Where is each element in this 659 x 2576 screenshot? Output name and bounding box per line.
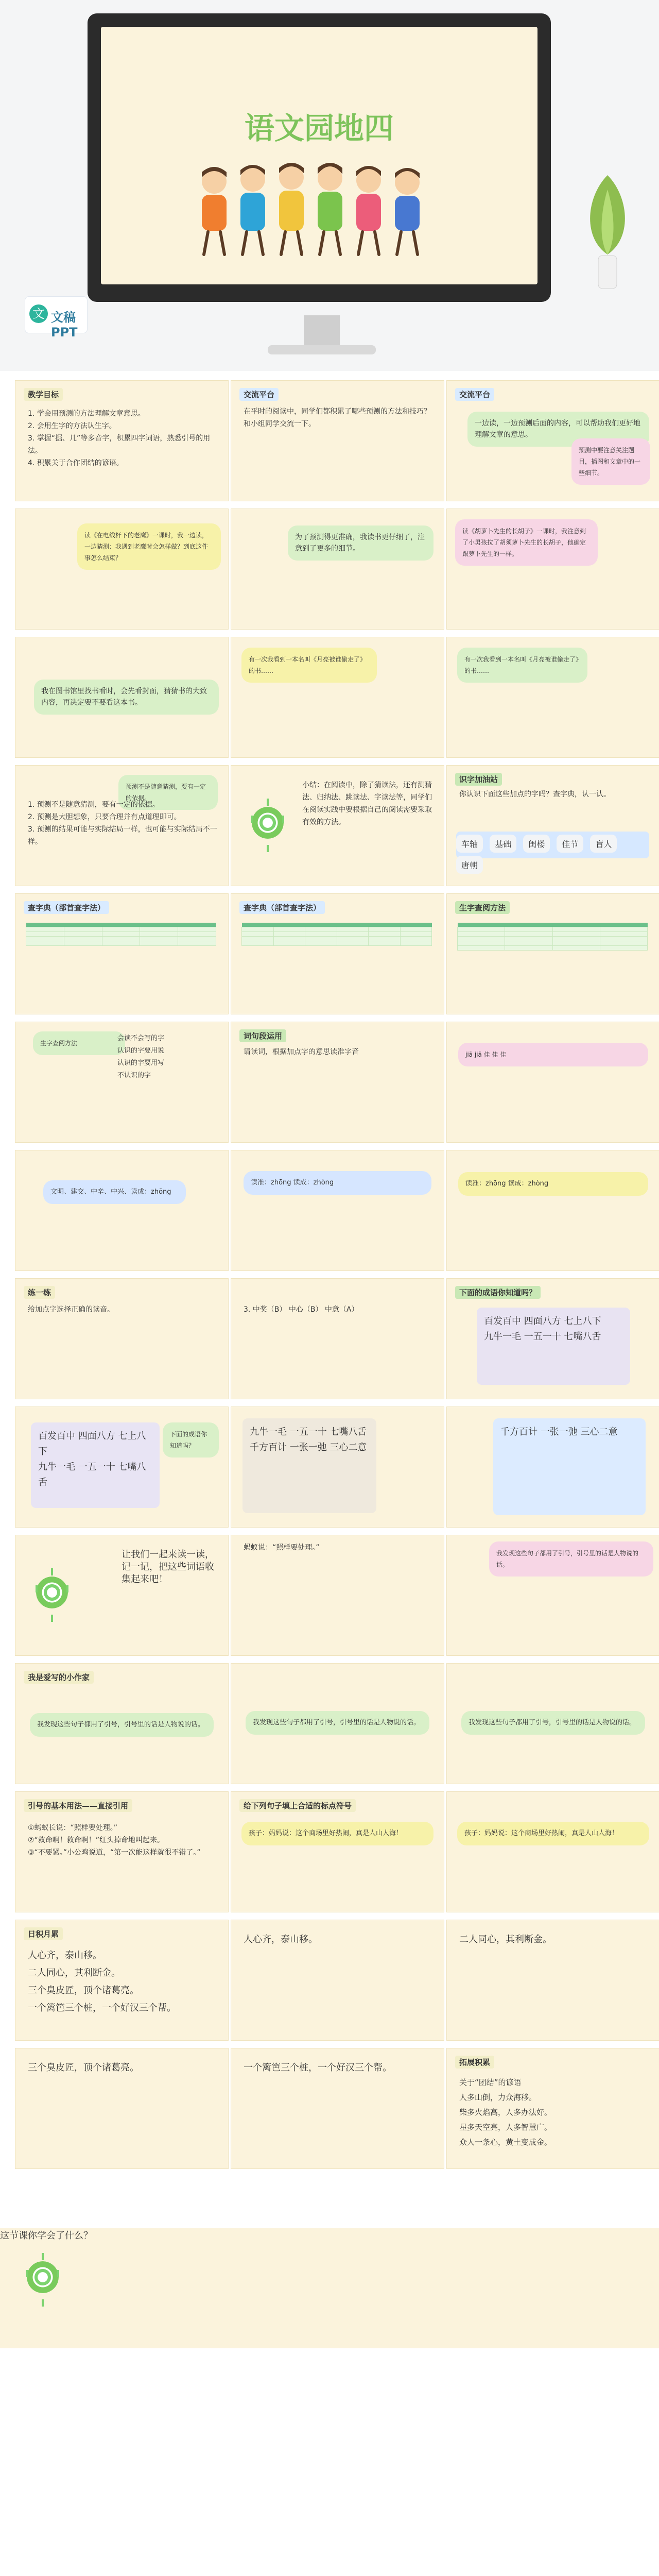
slide-list [28, 799, 218, 848]
slide-text: 蚂蚁说：“照样要处理。” [244, 1544, 320, 1552]
slide-text: 让我们一起来读一读，记一记，把这些词语收集起来吧！ [122, 1549, 214, 1585]
slide-proverb-1 [231, 1920, 444, 2041]
slide-proverb-4 [231, 2048, 444, 2169]
list-item: 4. 积累关于合作团结的谚语。 [28, 459, 124, 467]
slide-dictionary-1 [15, 893, 229, 1014]
lightbulb-icon [252, 807, 284, 839]
slide-heading: 下面的成语你知道吗？ [455, 1286, 541, 1299]
slide-quote-3 [446, 1663, 659, 1784]
slide-quote-2 [231, 1663, 444, 1784]
slide-text: 三个臭皮匠，顶个诸葛亮。 [28, 2062, 139, 2073]
note-bubble: 预测中要注意关注题目，插图和文章中的一些细节。 [571, 438, 650, 485]
list-item: 柴多火焰高，人多办法好。 [459, 2108, 552, 2117]
slide-text: 3. 中奖（B） 中心（B） 中意（A） [244, 1306, 359, 1314]
word-chip: 佳节 [557, 835, 583, 853]
dictionary-table [26, 923, 216, 946]
slide-proverb-2 [446, 1920, 659, 2041]
speech-bubble: 读《胡萝卜先生的长胡子》一课时，我注意到了小男孩拉了胡须萝卜先生的长胡子，他确定跟萝卜先生的一样。 [455, 519, 598, 566]
slide-communication-1 [231, 380, 444, 501]
slide-idioms [446, 1278, 659, 1399]
lightbulb-icon [36, 1577, 68, 1608]
slide-list [28, 1822, 218, 1859]
monitor-base [268, 345, 376, 354]
slide-heading: 词句段运用 [239, 1029, 286, 1042]
monitor-frame [88, 13, 551, 302]
list-item: 1. 学会用预测的方法理解文章意思。 [28, 410, 145, 418]
idiom-line: 九牛一毛 一五一十 七嘴八舌 [484, 1331, 601, 1342]
slide-prediction-image [446, 637, 659, 758]
list-item: 二人同心，其利断金。 [28, 1968, 120, 1978]
slide-practice-2 [231, 1278, 444, 1399]
speech-bubble: 我在图书馆里找书看时，会先看封面，猜猜书的大致内容，再决定要不要看这本书。 [34, 680, 219, 715]
slide-heading: 查字典（部首查字法） [239, 901, 325, 914]
list-item: 不认识的字 [117, 1072, 151, 1079]
slide-list [117, 1032, 218, 1082]
logo-text: 文稿PPT [51, 310, 78, 340]
word-chip: 基础 [490, 835, 516, 853]
slide-collection [15, 1535, 229, 1656]
slide-character-reading-2 [231, 1150, 444, 1271]
list-item: 2. 会用生字的方法认生字。 [28, 422, 116, 430]
slide-quote-1 [15, 1663, 229, 1784]
idiom-box [31, 1422, 160, 1508]
footer-slide [0, 2228, 659, 2348]
exercise-box: 孩子：妈妈说：这个商场里好热闹，真是人山人海！ [241, 1822, 433, 1845]
slide-heading: 交流平台 [455, 388, 494, 401]
idiom-box [477, 1308, 630, 1385]
slide-list [28, 1947, 218, 2017]
idiom-line: 九牛一毛 一五一十 七嘴八舌 [250, 1427, 367, 1437]
list-item: 3. 预测的结果可能与实际结局一样，也可能与实际结局不一样。 [28, 825, 217, 846]
slide-text: 给加点字选择正确的读音。 [28, 1306, 114, 1314]
speech-bubble: 我发现这些句子都用了引号，引号里的话是人物说的话。 [461, 1711, 645, 1735]
list-title: 关于“团结”的谚语 [459, 2078, 522, 2087]
word-ribbon [456, 832, 649, 870]
slide-text: 一个篱笆三个桩，一个好汉三个帮。 [244, 2062, 392, 2073]
monitor-stand [304, 315, 340, 345]
idiom-line: 千方百计 一张一弛 三心二意 [250, 1442, 367, 1453]
slide-heading: 练一练 [24, 1286, 55, 1299]
list-item: 3. 掌握“掘、几”等多音字，积累四字词语，熟悉引号的用法。 [28, 434, 211, 455]
slide-library-search [15, 637, 229, 758]
slide-reading-method [15, 1022, 229, 1143]
slide-subtitle: 你认识下面这些加点的字吗？查字典，认一认。 [459, 790, 611, 799]
slide-heading: 教学目标 [24, 388, 63, 401]
slide-heading: 查字典（部首查字法） [24, 901, 109, 914]
slide-quote-discovery [446, 1535, 659, 1656]
list-item: 认识的字要用说 [117, 1047, 165, 1055]
list-item: ②“救命啊！救命啊！”红头掉命地叫起来。 [28, 1836, 165, 1844]
note-bubble: 下面的成语你知道吗？ [163, 1422, 219, 1458]
slide-text: 在平时的阅读中，同学们都积累了哪些预测的方法和技巧？和小组同学交流一下。 [244, 408, 431, 428]
slide-prediction-2 [231, 509, 444, 630]
slide-prediction-3 [446, 509, 659, 630]
word-chip: 唐朝 [456, 856, 483, 874]
slide-text: 小结：在阅读中，除了猜读法，还有测猜法、归纳法、跳读法、字读法等，同学们在阅读实践中要根据自己的阅读需要采取有效的方法。 [302, 781, 432, 826]
slide-team-proverbs [446, 2048, 659, 2169]
dictionary-table [241, 923, 432, 946]
list-item: 会读不会写的字 [117, 1035, 165, 1042]
slide-punctuation [231, 1791, 444, 1912]
idiom-line: 千方百计 一张一弛 三心二意 [500, 1427, 618, 1437]
slide-heading: 给下列句子填上合适的标点符号 [239, 1799, 356, 1812]
list-item: ①蚂蚁长说：“照样要处理。” [28, 1824, 118, 1832]
slide-text: 请读词，根据加点字的意思读准字音 [244, 1048, 359, 1056]
hero-title: 语文园地四 [244, 111, 394, 146]
idiom-line: 百发百中 四面八方 七上八下 [38, 1431, 146, 1457]
answer-box: 孩子：妈妈说：这个商场里好热闹，真是人山人海！ [457, 1822, 649, 1845]
footer-question: 这节课你学会了什么？ [0, 2230, 93, 2241]
slide-idioms-4 [446, 1406, 659, 1528]
list-item: 众人一条心，黄土变成金。 [459, 2138, 552, 2147]
list-item: 认识的字要用写 [117, 1059, 165, 1067]
slide-heading: 引号的基本用法——直接引用 [24, 1799, 132, 1812]
speech-bubble: 我发现这些句子都用了引号，引号里的话是人物说的话。 [489, 1541, 653, 1577]
idiom-box [493, 1418, 646, 1515]
slide-character-reading-1 [15, 1150, 229, 1271]
slide-prediction-1 [15, 509, 229, 630]
list-item: 2. 预测是大胆想象，只要合理并有点道理即可。 [28, 813, 181, 821]
idiom-line: 百发百中 四面八方 七上八下 [484, 1316, 601, 1327]
slide-idioms-2 [15, 1406, 229, 1528]
slide-dictionary-2 [231, 893, 444, 1014]
slide-heading: 生字查阅方法 [455, 901, 510, 914]
word-chip: 闺楼 [523, 835, 550, 853]
list-item: 人心齐，泰山移。 [28, 1950, 102, 1961]
speech-bubble: 读《在电线杆下的老鹰》一课时，我一边读，一边猜测：我遇到老鹰时会怎样做？到底这件事怎么结束？ [77, 523, 221, 570]
slide-heading: 日积月累 [24, 1927, 63, 1940]
slide-word-station [446, 765, 659, 886]
slide-heading: 我是爱写的小作家 [24, 1671, 94, 1684]
lightbulb-icon [27, 2261, 59, 2293]
word-chip: 盲人 [590, 835, 617, 853]
slide-writing [231, 1535, 444, 1656]
monitor-screen [101, 27, 537, 284]
hero-slide [0, 0, 659, 371]
slide-idioms-3 [231, 1406, 444, 1528]
plant-illustration [571, 175, 644, 304]
list-item: 三个臭皮匠，顶个诸葛亮。 [28, 1985, 139, 1996]
list-item: 人多山倒，力众海移。 [459, 2093, 537, 2102]
slide-library-story [231, 637, 444, 758]
slide-text: 人心齐，泰山移。 [244, 1934, 318, 1945]
slide-reading-example [446, 1022, 659, 1143]
list-item: 1. 预测不是随意猜测，要有一定的依据。 [28, 801, 160, 809]
speech-bubble: 我发现这些句子都用了引号，引号里的话是人物说的话。 [30, 1713, 214, 1737]
slide-communication-2 [446, 380, 659, 501]
speech-bubble: 读准：zhōng 读成：zhòng [244, 1171, 431, 1195]
slide-text: 二人同心，其利断金。 [459, 1934, 552, 1945]
slide-prediction-summary [15, 765, 229, 886]
slide-list [28, 408, 218, 469]
idiom-line: 九牛一毛 一五一十 七嘴八舌 [38, 1462, 146, 1488]
slide-daily-accumulation [15, 1920, 229, 2041]
note-bubble: 生字查阅方法 [33, 1031, 125, 1055]
tip-bubble: 一边读，一边预测后面的内容，可以帮助我们更好地理解文章的意思。 [467, 412, 649, 447]
list-item: 一个篱笆三个桩，一个好汉三个帮。 [28, 2003, 176, 2013]
slide-proverb-3 [15, 2048, 229, 2169]
slide-character-reading-3 [446, 1150, 659, 1271]
speech-bubble: 我发现这些句子都用了引号，引号里的话是人物说的话。 [246, 1711, 429, 1735]
slide-punctuation-answer [446, 1791, 659, 1912]
kids-illustration [178, 150, 460, 264]
logo-mark: 文 [29, 304, 48, 323]
speech-bubble: 文明、建交、中辛、中兴、读成：zhōng [43, 1180, 186, 1204]
slide-list [459, 2075, 649, 2150]
slide-heading: 识字加油站 [455, 773, 502, 786]
slide-word-use [231, 1022, 444, 1143]
slide-teaching-goals [15, 380, 229, 501]
brand-logo [25, 296, 88, 340]
speech-bubble: 有一次我看到一本名叫《月亮被谁偷走了》的书…… [457, 648, 587, 683]
slide-summary-methods [231, 765, 444, 886]
idiom-box [242, 1418, 376, 1513]
list-item: 星多天空亮，人多智慧广。 [459, 2123, 552, 2132]
speech-bubble: 为了预测得更准确，我读书更仔细了，注意到了更多的细节。 [288, 526, 433, 561]
slide-heading: 拓展积累 [455, 2056, 494, 2069]
slide-practice-1 [15, 1278, 229, 1399]
word-chip: 车轴 [456, 835, 483, 853]
speech-bubble: 有一次我看到一本名叫《月亮被谁偷走了》的书…… [241, 648, 377, 683]
note-bubble: 预测不是随意猜测，要有一定的依据。 [118, 775, 218, 810]
speech-bubble: jiā jiā 佳 佳 佳 [458, 1043, 648, 1066]
list-item: ③“不要紧。”小公鸡说道，“第一次能这样就很不错了。” [28, 1849, 201, 1857]
speech-bubble: 读准：zhōng 读成：zhòng [458, 1172, 648, 1196]
slide-dictionary-3 [446, 893, 659, 1014]
slide-quote-basic-usage [15, 1791, 229, 1912]
dictionary-table [457, 923, 648, 951]
slide-heading: 交流平台 [239, 388, 279, 401]
